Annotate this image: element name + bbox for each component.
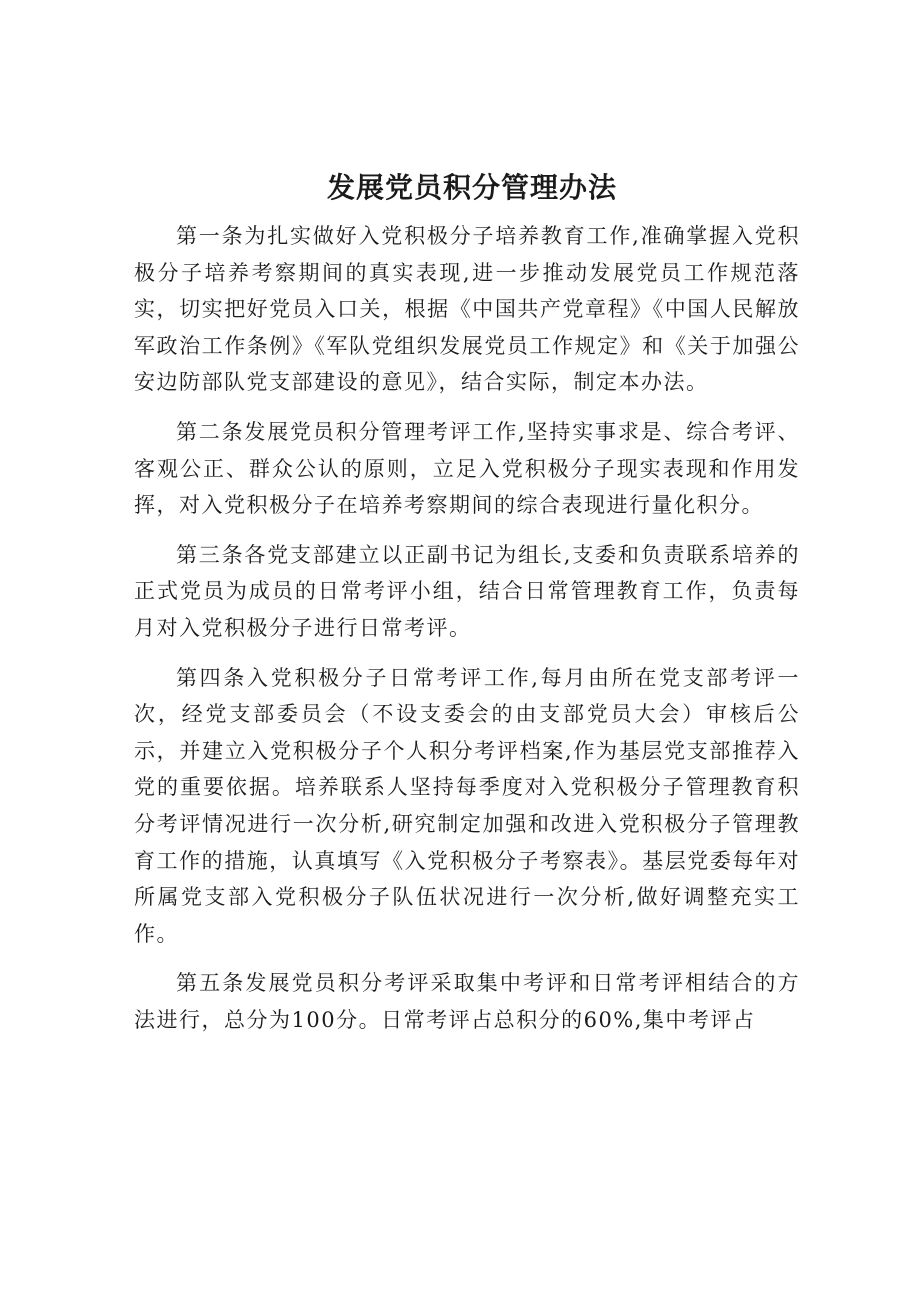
- article-2-paragraph: 第二条发展党员积分管理考评工作,坚持实事求是、综合考评、客观公正、群众公认的原则，立足入党积极分子现实表现和作用发挥，对入党积极分子在培养考察期间的综合表现进行量化积分。: [134, 419, 800, 518]
- article-1-paragraph: 第一条为扎实做好入党积极分子培养教育工作,准确掌握入党积极分子培养考察期间的真实表现,进一步推动发展党员工作规范落实，切实把好党员入口关，根据《中国共产党章程》《中国人民解放军政治工作条例》《军队党组织发展党员工作规定》和《关于加强公安边防部队党支部建设的意见》，结合实际，制定本办法。: [134, 224, 800, 395]
- article-3-paragraph: 第三条各党支部建立以正副书记为组长,支委和负责联系培养的正式党员为成员的日常考评小组，结合日常管理教育工作，负责每月对入党积极分子进行日常考评。: [134, 542, 800, 640]
- document-title: 发展党员积分管理办法: [326, 171, 617, 204]
- article-5-paragraph: 第五条发展党员积分考评采取集中考评和日常考评相结合的方法进行，总分为100分。日常考评占总积分的60%,集中考评占: [134, 971, 800, 1032]
- article-4-paragraph: 第四条入党积极分子日常考评工作,每月由所在党支部考评一次，经党支部委员会（不设支委会的由支部党员大会）审核后公示，并建立入党积极分子个人积分考评档案,作为基层党支部推荐入党的重要依据。培养联系人坚持每季度对入党积极分子管理教育积分考评情况进行一次分析,研究制定加强和改进入党积极分子管理教育工作的措施，认真填写《入党积极分子考察表》。基层党委每年对所属党支部入党积极分子队伍状况进行一次分析,做好调整充实工作。: [134, 665, 800, 946]
